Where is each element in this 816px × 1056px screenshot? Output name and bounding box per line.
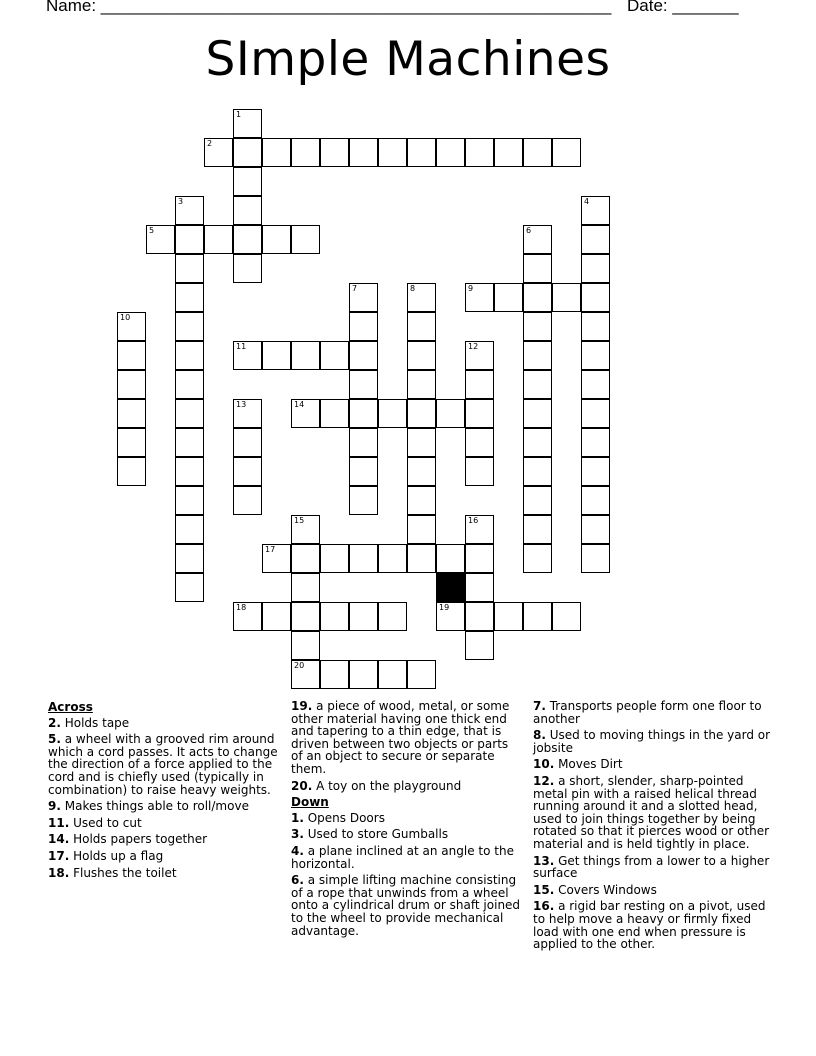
clue-text: Holds up a flag <box>69 848 164 863</box>
grid-cell[interactable] <box>291 399 320 428</box>
grid-cell[interactable] <box>436 602 465 631</box>
cell-number: 16 <box>468 516 479 525</box>
grid-cell[interactable] <box>378 602 407 631</box>
grid-cell[interactable] <box>320 602 349 631</box>
clue-number: 10. <box>533 757 555 772</box>
cell-number: 15 <box>294 516 305 525</box>
grid-cell[interactable] <box>233 486 262 515</box>
grid-cell[interactable] <box>465 399 494 428</box>
grid-cell[interactable] <box>349 283 378 312</box>
grid-cell[interactable] <box>523 544 552 573</box>
clue-text: Moves Dirt <box>554 757 623 772</box>
black-cell <box>436 573 465 602</box>
grid-cell[interactable] <box>175 312 204 341</box>
grid-cell[interactable] <box>349 428 378 457</box>
grid-cell[interactable] <box>204 225 233 254</box>
cell-number: 14 <box>294 400 305 409</box>
grid-cell[interactable] <box>378 399 407 428</box>
clue-text: a piece of wood, metal, or some other material having one thick end and tapering to a thin edge, that is driven between two objects or parts of an object to secure or separate them. <box>291 699 510 776</box>
grid-cell[interactable] <box>407 283 436 312</box>
grid-cell[interactable] <box>465 428 494 457</box>
clue-text: Used to cut <box>69 815 142 830</box>
grid-cell[interactable] <box>175 399 204 428</box>
clue-text: Covers Windows <box>554 882 657 897</box>
across-clue-list <box>48 717 280 880</box>
clue-number: 7. <box>533 699 546 713</box>
grid-cell[interactable] <box>523 399 552 428</box>
grid-cell[interactable] <box>233 457 262 486</box>
cell-number: 3 <box>178 197 184 206</box>
grid-cell[interactable] <box>523 312 552 341</box>
grid-cell[interactable] <box>349 370 378 399</box>
grid-cell[interactable] <box>465 573 494 602</box>
clue-number: 4. <box>291 843 304 858</box>
page-title: SImple Machines <box>205 32 611 87</box>
grid-cell[interactable] <box>465 544 494 573</box>
across-clue <box>291 780 523 793</box>
clue-text: Used to store Gumballs <box>303 827 449 842</box>
grid-cell[interactable] <box>291 225 320 254</box>
grid-cell[interactable] <box>320 544 349 573</box>
clue-text: Get things from a lower to a higher surface <box>533 853 770 881</box>
cell-number: 6 <box>526 226 532 235</box>
clue-number: 15. <box>533 882 555 897</box>
grid-cell[interactable] <box>291 631 320 660</box>
clue-text: a simple lifting machine consisting of a rope that unwinds from a wheel onto a cylindrical drum or shaft joined to the wheel to provide mechanical advantage. <box>291 873 521 938</box>
clue-number: 16. <box>533 899 555 914</box>
clue-number: 9. <box>48 799 61 814</box>
grid-cell[interactable] <box>465 138 494 167</box>
grid-cell[interactable] <box>523 138 552 167</box>
grid-cell[interactable] <box>291 602 320 631</box>
grid-cell[interactable] <box>523 283 552 312</box>
grid-cell[interactable] <box>262 341 291 370</box>
cell-number: 8 <box>410 284 416 293</box>
grid-cell[interactable] <box>175 573 204 602</box>
grid-cell[interactable] <box>581 312 610 341</box>
across-clue <box>48 717 280 730</box>
down-clue <box>533 855 771 880</box>
down-clue <box>291 845 523 870</box>
grid-cell[interactable] <box>465 370 494 399</box>
grid-cell[interactable] <box>407 399 436 428</box>
grid-cell[interactable] <box>552 138 581 167</box>
grid-cell[interactable] <box>117 457 146 486</box>
cell-number: 5 <box>149 226 155 235</box>
grid-cell[interactable] <box>407 486 436 515</box>
clue-number: 19. <box>291 699 313 713</box>
grid-cell[interactable] <box>291 341 320 370</box>
cell-number: 10 <box>120 313 131 322</box>
grid-cell[interactable] <box>349 399 378 428</box>
down-clue <box>291 874 523 937</box>
clue-text: Flushes the toilet <box>69 865 177 880</box>
grid-cell[interactable] <box>465 515 494 544</box>
grid-cell[interactable] <box>320 660 349 689</box>
grid-cell[interactable] <box>407 138 436 167</box>
across-clue-list-continued <box>291 700 523 792</box>
across-clue <box>48 817 280 830</box>
grid-cell[interactable] <box>349 138 378 167</box>
grid-cell[interactable] <box>175 428 204 457</box>
grid-cell[interactable] <box>349 660 378 689</box>
grid-cell[interactable] <box>436 399 465 428</box>
down-clue <box>533 729 771 754</box>
grid-cell[interactable] <box>262 138 291 167</box>
grid-cell[interactable] <box>349 341 378 370</box>
down-clue <box>533 700 771 725</box>
cell-number: 9 <box>468 284 474 293</box>
grid-cell[interactable] <box>175 341 204 370</box>
down-clue <box>533 884 771 897</box>
cell-number: 11 <box>236 342 247 351</box>
grid-cell[interactable] <box>233 109 262 138</box>
grid-cell[interactable] <box>407 312 436 341</box>
clue-text: Opens Doors <box>303 810 385 825</box>
clue-number: 20. <box>291 778 313 793</box>
grid-cell[interactable] <box>291 138 320 167</box>
cell-number: 1 <box>236 110 242 119</box>
grid-cell[interactable] <box>581 399 610 428</box>
grid-cell[interactable] <box>581 225 610 254</box>
grid-cell[interactable] <box>175 515 204 544</box>
down-clue-list-continued <box>533 700 771 951</box>
clue-number: 17. <box>48 848 70 863</box>
clue-number: 1. <box>291 810 304 825</box>
across-clue <box>291 700 523 776</box>
cell-number: 12 <box>468 342 479 351</box>
grid-cell[interactable] <box>262 602 291 631</box>
grid-cell[interactable] <box>494 138 523 167</box>
clue-text: Transports people form one floor to another <box>533 699 762 726</box>
grid-cell[interactable] <box>407 515 436 544</box>
grid-cell[interactable] <box>407 341 436 370</box>
grid-cell[interactable] <box>262 225 291 254</box>
grid-cell[interactable] <box>465 283 494 312</box>
grid-cell[interactable] <box>233 167 262 196</box>
grid-cell[interactable] <box>117 341 146 370</box>
across-clue <box>48 867 280 880</box>
grid-cell[interactable] <box>407 544 436 573</box>
clue-text: Makes things able to roll/move <box>60 799 249 814</box>
grid-cell[interactable] <box>233 225 262 254</box>
grid-cell[interactable] <box>523 370 552 399</box>
grid-cell[interactable] <box>291 544 320 573</box>
across-clue <box>48 733 280 796</box>
clue-number: 3. <box>291 827 304 842</box>
clue-number: 11. <box>48 815 70 830</box>
grid-cell[interactable] <box>523 254 552 283</box>
cell-number: 13 <box>236 400 247 409</box>
grid-cell[interactable] <box>146 225 175 254</box>
clue-number: 5. <box>48 732 61 747</box>
clue-number: 14. <box>48 832 70 847</box>
grid-cell[interactable] <box>117 312 146 341</box>
grid-cell[interactable] <box>494 602 523 631</box>
grid-cell[interactable] <box>523 515 552 544</box>
grid-cell[interactable] <box>581 457 610 486</box>
cell-number: 4 <box>584 197 590 206</box>
grid-cell[interactable] <box>349 544 378 573</box>
grid-cell[interactable] <box>349 312 378 341</box>
cell-number: 17 <box>265 545 276 554</box>
grid-cell[interactable] <box>581 428 610 457</box>
clue-text: a rigid bar resting on a pivot, used to help move a heavy or firmly fixed load with one end when pressure is applied to the other. <box>533 899 766 952</box>
clues-column-2 <box>291 700 523 941</box>
grid-cell[interactable] <box>262 544 291 573</box>
date-field[interactable]: Date: _______ <box>627 0 739 15</box>
clue-number: 18. <box>48 865 70 880</box>
grid-cell[interactable] <box>465 631 494 660</box>
grid-cell[interactable] <box>175 283 204 312</box>
grid-cell[interactable] <box>117 399 146 428</box>
grid-cell[interactable] <box>465 341 494 370</box>
cell-number: 7 <box>352 284 358 293</box>
grid-cell[interactable] <box>175 370 204 399</box>
down-clue <box>291 828 523 841</box>
across-heading: Across <box>48 700 93 714</box>
grid-cell[interactable] <box>175 486 204 515</box>
grid-cell[interactable] <box>233 254 262 283</box>
grid-cell[interactable] <box>407 457 436 486</box>
down-clue <box>533 775 771 851</box>
grid-cell[interactable] <box>175 457 204 486</box>
clue-text: Holds papers together <box>69 832 208 847</box>
grid-cell[interactable] <box>233 341 262 370</box>
across-clue <box>48 850 280 863</box>
grid-cell[interactable] <box>407 428 436 457</box>
down-heading: Down <box>291 795 329 810</box>
grid-cell[interactable] <box>581 486 610 515</box>
grid-cell[interactable] <box>552 602 581 631</box>
grid-cell[interactable] <box>349 457 378 486</box>
grid-cell[interactable] <box>436 544 465 573</box>
grid-cell[interactable] <box>465 457 494 486</box>
grid-cell[interactable] <box>117 428 146 457</box>
grid-cell[interactable] <box>581 283 610 312</box>
clue-text: Used to moving things in the yard or jobsite <box>533 728 771 755</box>
grid-cell[interactable] <box>581 254 610 283</box>
grid-cell[interactable] <box>378 544 407 573</box>
clue-text: A toy on the playground <box>312 778 462 793</box>
clues-column-3 <box>533 700 771 955</box>
grid-cell[interactable] <box>581 544 610 573</box>
grid-cell[interactable] <box>320 341 349 370</box>
clue-text: a wheel with a grooved rim around which a cord passes. It acts to change the direction of a force applied to the cord and is chiefly used (typically in combination) to raise heavy weights. <box>48 732 278 797</box>
clue-number: 6. <box>291 873 304 888</box>
grid-cell[interactable] <box>552 283 581 312</box>
grid-cell[interactable] <box>465 602 494 631</box>
grid-cell[interactable] <box>581 341 610 370</box>
grid-cell[interactable] <box>581 515 610 544</box>
down-clue <box>291 812 523 825</box>
clues-column-1 <box>48 700 280 883</box>
grid-cell[interactable] <box>233 138 262 167</box>
grid-cell[interactable] <box>349 486 378 515</box>
cell-number: 18 <box>236 603 247 612</box>
grid-cell[interactable] <box>175 544 204 573</box>
grid-cell[interactable] <box>349 602 378 631</box>
clue-number: 8. <box>533 728 546 743</box>
down-clue <box>533 900 771 950</box>
cell-number: 20 <box>294 661 305 670</box>
grid-cell[interactable] <box>233 428 262 457</box>
grid-cell[interactable] <box>320 399 349 428</box>
clue-number: 2. <box>48 715 61 730</box>
across-clue <box>48 833 280 846</box>
clue-number: 13. <box>533 853 555 868</box>
grid-cell[interactable] <box>233 196 262 225</box>
cell-number: 19 <box>439 603 450 612</box>
down-clue <box>533 758 771 771</box>
grid-cell[interactable] <box>494 283 523 312</box>
grid-cell[interactable] <box>407 660 436 689</box>
grid-cell[interactable] <box>378 138 407 167</box>
grid-cell[interactable] <box>117 370 146 399</box>
across-clue <box>48 800 280 813</box>
grid-cell[interactable] <box>523 225 552 254</box>
grid-cell[interactable] <box>523 428 552 457</box>
grid-cell[interactable] <box>233 602 262 631</box>
clue-text: Holds tape <box>60 715 130 730</box>
grid-cell[interactable] <box>175 196 204 225</box>
grid-cell[interactable] <box>581 196 610 225</box>
grid-cell[interactable] <box>175 225 204 254</box>
grid-cell[interactable] <box>291 515 320 544</box>
grid-cell[interactable] <box>233 399 262 428</box>
grid-cell[interactable] <box>523 457 552 486</box>
clue-number: 12. <box>533 773 555 788</box>
grid-cell[interactable] <box>175 254 204 283</box>
grid-cell[interactable] <box>523 602 552 631</box>
grid-cell[interactable] <box>291 573 320 602</box>
clue-text: a short, slender, sharp-pointed metal pin with a raised helical thread running around it and a slotted head, used to join things together by being rotated so that it pierces wood or other material and is held tightly in place. <box>533 773 770 851</box>
grid-cell[interactable] <box>378 660 407 689</box>
grid-cell[interactable] <box>523 341 552 370</box>
grid-cell[interactable] <box>581 370 610 399</box>
grid-cell[interactable] <box>291 660 320 689</box>
grid-cell[interactable] <box>436 138 465 167</box>
cell-number: 2 <box>207 139 213 148</box>
grid-cell[interactable] <box>523 486 552 515</box>
grid-cell[interactable] <box>407 370 436 399</box>
clue-text: a plane inclined at an angle to the horizontal. <box>291 843 514 871</box>
name-field[interactable]: Name: ______________________________________________________ <box>46 0 612 15</box>
grid-cell[interactable] <box>204 138 233 167</box>
grid-cell[interactable] <box>320 138 349 167</box>
down-clue-list <box>291 812 523 937</box>
